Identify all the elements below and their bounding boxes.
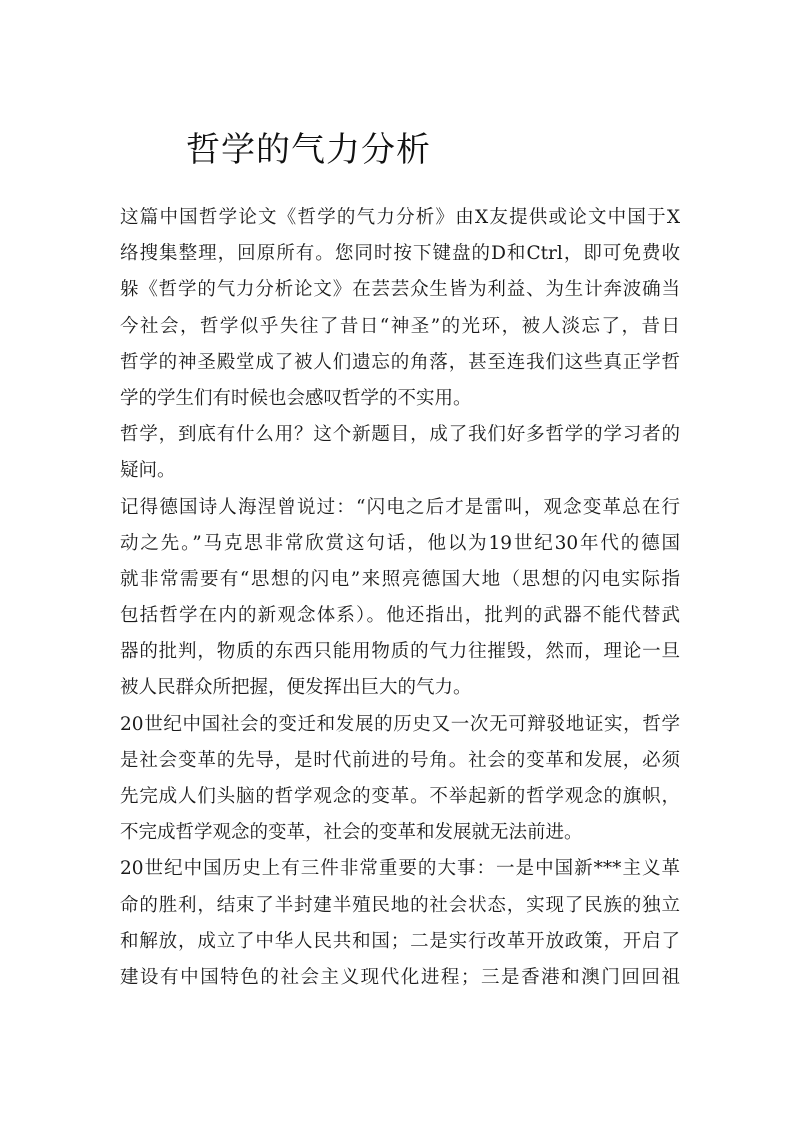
body-line: 疑问。 (120, 460, 176, 482)
body-line: 躲《哲学的气力分析论文》在芸芸众生皆为利益、为生计奔波确当 (120, 279, 680, 301)
document-body (120, 200, 680, 996)
body-line: 动之先。”马克思非常欣赏这句话，他以为19世纪30年代的德国 (120, 532, 680, 554)
body-line: 和解放，成立了中华人民共和国；二是实行改革开放政策，开启了 (120, 930, 680, 952)
document-title: 哲学的气力分析 (186, 130, 431, 170)
body-line: 就非常需要有“思想的闪电”来照亮德国大地（思想的闪电实际指 (120, 568, 680, 590)
body-line: 命的胜利，结束了半封建半殖民地的社会状态，实现了民族的独立 (120, 894, 680, 916)
body-line: 是社会变革的先导，是时代前进的号角。社会的变革和发展，必须 (120, 749, 680, 771)
body-line: 器的批判，物质的东西只能用物质的气力往摧毁，然而，理论一旦 (120, 641, 680, 663)
body-line: 哲学的神圣殿堂成了被人们遗忘的角落，甚至连我们这些真正学哲 (120, 351, 680, 373)
body-line: 这篇中国哲学论文《哲学的气力分析》由X友提供或论文中国于X (120, 207, 680, 228)
body-line: 20世纪中国社会的变迁和发展的历史又一次无可辩驳地证实，哲学 (120, 713, 680, 735)
body-line: 先完成人们头脑的哲学观念的变革。不举起新的哲学观念的旗帜， (120, 786, 680, 807)
body-line: 建设有中国特色的社会主义现代化进程；三是香港和澳门回回祖 (120, 966, 680, 988)
body-line: 20世纪中国历史上有三件非常重要的大事：一是中国新***主义革 (120, 858, 680, 880)
body-line: 记得德国诗人海涅曾说过：“闪电之后才是雷叫，观念变革总在行 (120, 496, 680, 518)
body-line: 络搜集整理，回原所有。您同时按下键盘的D和Ctrl，即可免费收 (120, 243, 680, 265)
body-line: 包括哲学在内的新观念体系）。他还指出，批判的武器不能代替武 (120, 605, 680, 627)
body-line: 被人民群众所把握，便发挥出巨大的气力。 (120, 677, 472, 699)
body-line: 今社会，哲学似乎失往了昔日“神圣”的光环，被人淡忘了，昔日 (120, 315, 680, 337)
body-line: 学的学生们有时候也会感叹哲学的不实用。 (120, 387, 472, 409)
body-line: 哲学，到底有什么用？这个新题目，成了我们好多哲学的学习者的 (120, 424, 680, 446)
body-line: 不完成哲学观念的变革，社会的变革和发展就无法前进。 (120, 822, 583, 844)
